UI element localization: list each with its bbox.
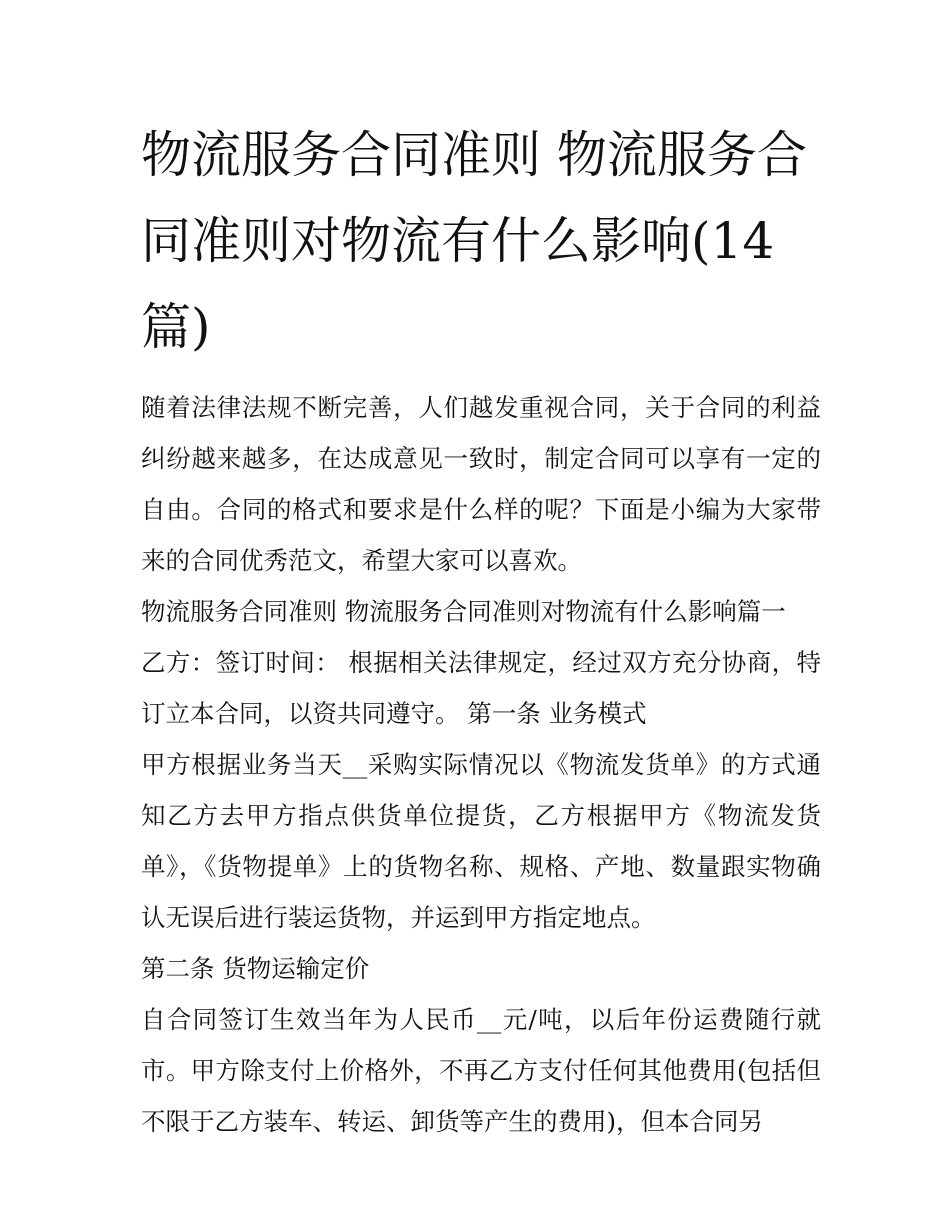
business-mode-paragraph: 甲方根据业务当天__采购实际情况以《物流发货单》的方式通知乙方去甲方指点供货单位提货，乙方根据甲方《物流发货单》，《货物提单》上的货物名称、规格、产地、数量跟实物确认无误后进行装运货物，并运到甲方指定地点。 — [141, 750, 821, 932]
document-title: 物流服务合同准则 物流服务合同准则对物流有什么影响(14篇) — [141, 126, 807, 356]
intro-paragraph: 随着法律法规不断完善，人们越发重视合同，关于合同的利益纠纷越来越多，在达成意见一致时，制定合同可以享有一定的自由。合同的格式和要求是什么样的呢？下面是小编为大家带来的合同优秀范文，希望大家可以喜欢。 — [141, 393, 821, 575]
section-heading-part-one: 物流服务合同准则 物流服务合同准则对物流有什么影响篇一 — [141, 597, 786, 626]
document-page — [141, 112, 821, 1147]
pricing-paragraph: 自合同签订生效当年为人民币__元/吨，以后年份运费随行就市。甲方除支付上价格外，不再乙方支付任何其他费用(包括但不限于乙方装车、转运、卸货等产生的费用)，但本合同另 — [141, 1005, 821, 1136]
article-two-heading: 第二条 货物运输定价 — [141, 954, 370, 983]
party-and-preamble-paragraph: 乙方：签订时间： 根据相关法律规定，经过双方充分协商，特订立本合同，以资共同遵守。 第一条 业务模式 — [141, 648, 821, 728]
